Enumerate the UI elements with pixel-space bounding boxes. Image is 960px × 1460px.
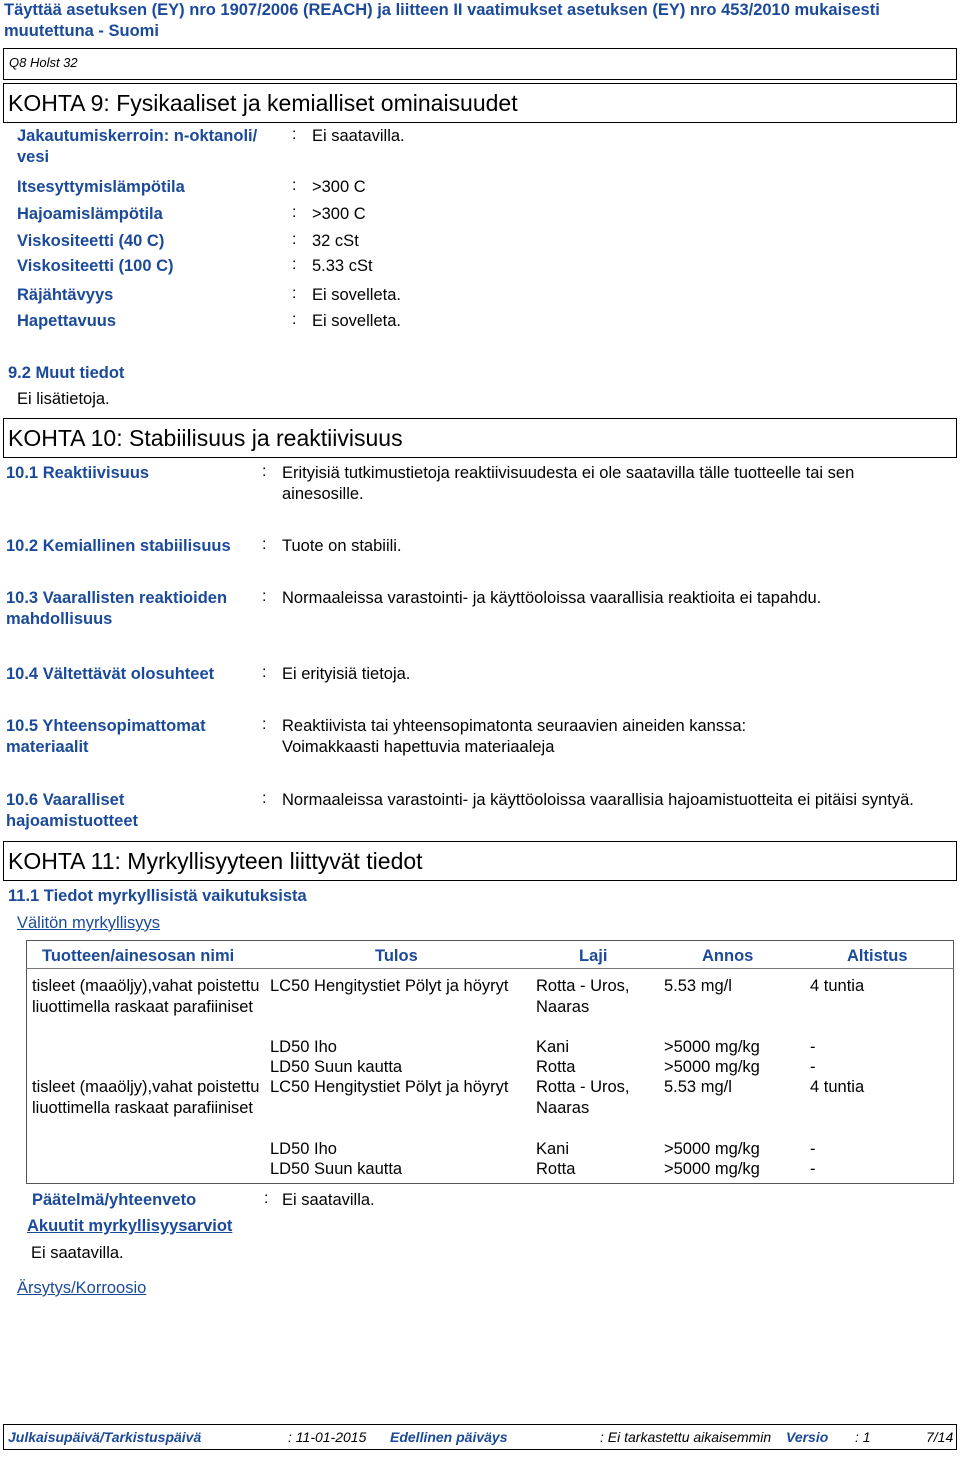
table-substance-name: tisleet (maaöljy),vahat poistettu liuottimella raskaat parafiiniset <box>32 977 260 1016</box>
table-cell-exposure: - <box>810 1058 816 1076</box>
table-cell-result: LD50 Iho <box>270 1140 337 1158</box>
conclusion-label: Päätelmä/yhteenveto <box>32 1191 197 1209</box>
table-header-name: Tuotteen/ainesosan nimi <box>42 947 235 965</box>
hazardous-reactions-label: 10.3 Vaarallisten reaktioiden mahdollisuus <box>6 589 228 628</box>
table-substance-name: tisleet (maaöljy),vahat poistettu liuottimella raskaat parafiiniset <box>32 1078 260 1117</box>
property-label: Viskositeetti (100 C) <box>17 257 174 275</box>
property-label: Hajoamislämpötila <box>17 205 163 223</box>
footer-date-label: Julkaisupäivä/Tarkistuspäivä <box>8 1429 202 1445</box>
reactivity-label: 10.1 Reaktiivisuus <box>6 464 150 482</box>
stability-label: 10.2 Kemiallinen stabiilisuus <box>6 537 231 555</box>
acute-toxicity-link[interactable]: Välitön myrkyllisyys <box>17 914 161 932</box>
section-11-heading-box <box>3 841 957 881</box>
table-header-dose: Annos <box>702 947 754 965</box>
table-cell-species: Rotta - Uros, Naaras <box>536 1078 630 1117</box>
property-value: 5.33 cSt <box>312 257 373 275</box>
table-cell-result: LD50 Iho <box>270 1038 337 1056</box>
separator-colon: : <box>262 664 267 681</box>
property-value: Ei saatavilla. <box>312 127 405 145</box>
footer-version-label: Versio <box>786 1429 829 1445</box>
separator-colon: : <box>292 177 297 194</box>
section-9-heading-box <box>3 83 957 123</box>
property-value: >300 C <box>312 178 366 196</box>
section-10-heading: KOHTA 10: Stabiilisuus ja reaktiivisuus <box>8 425 403 451</box>
table-cell-exposure: - <box>810 1160 816 1178</box>
section-11-heading: KOHTA 11: Myrkyllisyyteen liittyvät tiedot <box>8 848 423 874</box>
separator-colon: : <box>292 256 297 273</box>
table-cell-exposure: 4 tuntia <box>810 977 865 995</box>
footer-version-value: : 1 <box>855 1429 871 1445</box>
footer-page-number: 7/14 <box>926 1429 954 1445</box>
table-cell-species: Rotta - Uros, Naaras <box>536 977 630 1016</box>
table-cell-dose: >5000 mg/kg <box>664 1058 760 1076</box>
product-name-box <box>3 48 957 80</box>
table-cell-result: LC50 Hengitystiet Pölyt ja höyryt <box>270 977 509 995</box>
separator-colon: : <box>264 1190 269 1207</box>
property-label: Jakautumiskerroin: n-oktanoli/ vesi <box>17 127 258 166</box>
table-cell-result: LD50 Suun kautta <box>270 1058 403 1076</box>
irritation-corrosion-link[interactable]: Ärsytys/Korroosio <box>17 1279 147 1297</box>
section-9-heading: KOHTA 9: Fysikaaliset ja kemialliset ominaisuudet <box>8 90 518 116</box>
reactivity-value: Erityisiä tutkimustietoja reaktiivisuudesta ei ole saatavilla tälle tuotteelle tai sen ainesosille. <box>282 464 855 503</box>
separator-colon: : <box>262 536 267 553</box>
property-value: Ei sovelleta. <box>312 286 401 304</box>
conditions-to-avoid-label: 10.4 Vältettävät olosuhteet <box>6 665 215 683</box>
table-cell-dose: >5000 mg/kg <box>664 1140 760 1158</box>
separator-colon: : <box>292 204 297 221</box>
table-header-result: Tulos <box>375 947 418 965</box>
subsection-text: Ei lisätietoja. <box>17 390 110 408</box>
table-cell-dose: 5.53 mg/l <box>664 977 732 995</box>
table-cell-species: Rotta <box>536 1058 576 1076</box>
product-name: Q8 Holst 32 <box>9 55 78 70</box>
separator-colon: : <box>262 588 267 605</box>
separator-colon: : <box>292 285 297 302</box>
incompatible-materials-value: Reaktiivista tai yhteensopimatonta seuraavien aineiden kanssa: Voimakkaasti hapettuvia materiaaleja <box>282 717 747 756</box>
decomposition-products-value: Normaaleissa varastointi- ja käyttöoloissa vaarallisia hajoamistuotteita ei pitäisi syntyä. <box>282 791 914 809</box>
conclusion-value: Ei saatavilla. <box>282 1191 375 1209</box>
separator-colon: : <box>262 790 267 807</box>
table-header-species: Laji <box>579 947 608 965</box>
property-value: 32 cSt <box>312 232 359 250</box>
footer-date-value: : 11-01-2015 <box>288 1429 367 1445</box>
section-10-heading-box <box>3 418 957 458</box>
subsection-title: 11.1 Tiedot myrkyllisistä vaikutuksista <box>8 887 307 905</box>
hazardous-reactions-value: Normaaleissa varastointi- ja käyttöoloissa vaarallisia reaktioita ei tapahdu. <box>282 589 822 607</box>
separator-colon: : <box>292 231 297 248</box>
table-cell-result: LC50 Hengitystiet Pölyt ja höyryt <box>270 1078 509 1096</box>
table-cell-species: Kani <box>536 1038 570 1056</box>
decomposition-products-label: 10.6 Vaaralliset hajoamistuotteet <box>6 791 139 830</box>
table-header-exposure: Altistus <box>847 947 908 965</box>
property-label: Viskositeetti (40 C) <box>17 232 165 250</box>
table-cell-species: Kani <box>536 1140 570 1158</box>
table-header-divider <box>26 968 954 969</box>
separator-colon: : <box>292 311 297 328</box>
property-value: Ei sovelleta. <box>312 312 401 330</box>
footer-prev-label: Edellinen päiväys <box>390 1429 508 1445</box>
table-cell-dose: >5000 mg/kg <box>664 1038 760 1056</box>
property-label: Räjähtävyys <box>17 286 114 304</box>
table-cell-species: Rotta <box>536 1160 576 1178</box>
table-cell-dose: >5000 mg/kg <box>664 1160 760 1178</box>
separator-colon: : <box>262 463 267 480</box>
stability-value: Tuote on stabiili. <box>282 537 402 555</box>
conditions-to-avoid-value: Ei erityisiä tietoja. <box>282 665 411 683</box>
table-cell-dose: 5.53 mg/l <box>664 1078 732 1096</box>
acute-estimates-link[interactable]: Akuutit myrkyllisyysarviot <box>27 1217 233 1235</box>
subsection-title: 9.2 Muut tiedot <box>8 364 125 382</box>
table-cell-exposure: - <box>810 1038 816 1056</box>
property-label: Itsesyttymislämpötila <box>17 178 185 196</box>
property-value: >300 C <box>312 205 366 223</box>
table-cell-exposure: 4 tuntia <box>810 1078 865 1096</box>
footer-prev-value: : Ei tarkastettu aikaisemmin <box>600 1429 772 1445</box>
table-cell-result: LD50 Suun kautta <box>270 1160 403 1178</box>
separator-colon: : <box>292 126 297 143</box>
incompatible-materials-label: 10.5 Yhteensopimattomat materiaalit <box>6 717 206 756</box>
acute-estimates-value: Ei saatavilla. <box>31 1244 124 1262</box>
separator-colon: : <box>262 716 267 733</box>
table-cell-exposure: - <box>810 1140 816 1158</box>
property-label: Hapettavuus <box>17 312 117 330</box>
document-header-title: Täyttää asetuksen (EY) nro 1907/2006 (REACH) ja liitteen II vaatimukset asetuksen (EY) nro 453/2010 mukaisesti muutettuna - Suomi <box>4 1 880 40</box>
